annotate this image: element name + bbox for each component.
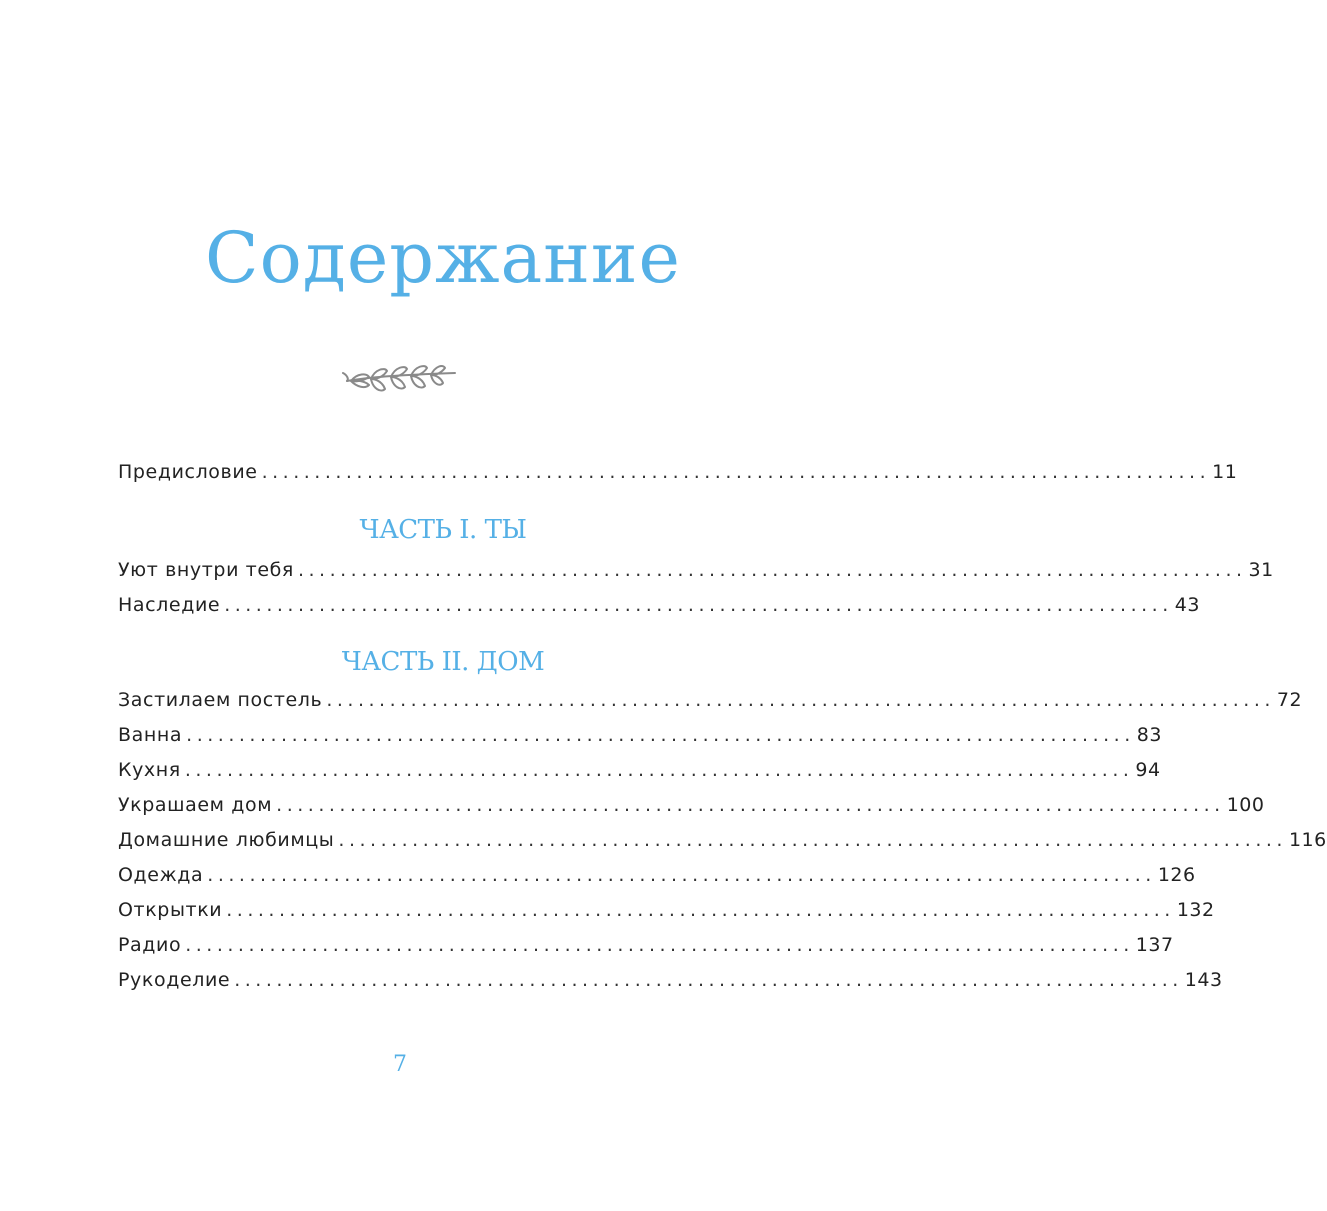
part-heading-2: ЧАСТЬ II. ДОМ <box>341 647 545 677</box>
toc-entry-label: Одежда <box>118 864 204 886</box>
toc-entry[interactable] <box>118 860 1196 890</box>
toc-entry-page: 72 <box>1276 689 1303 711</box>
toc-leader-dots: .......................................................................................... <box>186 724 1135 746</box>
toc-entry[interactable] <box>118 825 1327 855</box>
toc-leader-dots: .......................................................................................... <box>338 829 1287 851</box>
toc-entry[interactable] <box>118 755 1161 785</box>
toc-leader-dots: .......................................................................................... <box>207 864 1156 886</box>
toc-entry-label: Радио <box>118 934 182 956</box>
toc-entry-page: 132 <box>1176 899 1215 921</box>
toc-leader-dots: .......................................................................................... <box>226 899 1175 921</box>
toc-entry-page: 83 <box>1136 724 1162 746</box>
toc-leader-dots: .......................................................................................... <box>184 759 1134 781</box>
toc-entry[interactable] <box>118 590 1200 620</box>
toc-entry-page: 31 <box>1248 559 1274 581</box>
toc-entry-label: Застилаем постель <box>118 689 323 711</box>
toc-entry-preface[interactable] <box>118 457 1238 487</box>
toc-entry-page: 11 <box>1212 461 1238 483</box>
toc-leader-dots: .......................................................................................... <box>297 559 1247 581</box>
toc-entry[interactable] <box>118 790 1265 820</box>
toc-entry[interactable] <box>118 965 1223 995</box>
toc-leader-dots: .......................................................................................... <box>185 934 1134 956</box>
toc-entry-label: Уют внутри тебя <box>118 559 294 581</box>
toc-entry-label: Открытки <box>118 899 223 921</box>
toc-entry-page: 43 <box>1174 594 1200 616</box>
toc-entry-page: 94 <box>1135 759 1161 781</box>
toc-leader-dots: .......................................................................................... <box>276 794 1225 816</box>
toc-entry[interactable] <box>118 720 1162 750</box>
toc-entry-page: 143 <box>1184 969 1223 991</box>
page-number: 7 <box>393 1052 407 1077</box>
toc-entry-label: Рукоделие <box>118 969 231 991</box>
toc-entry[interactable] <box>118 895 1215 925</box>
part-heading-1: ЧАСТЬ I. ТЫ <box>359 515 527 545</box>
toc-entry-page: 126 <box>1157 864 1196 886</box>
toc-entry-label: Ванна <box>118 724 183 746</box>
toc-entry[interactable] <box>118 555 1274 585</box>
toc-leader-dots: .......................................................................................... <box>261 461 1211 483</box>
toc-entry-label: Домашние любимцы <box>118 829 335 851</box>
toc-leader-dots: .......................................................................................... <box>326 689 1275 711</box>
toc-leader-dots: .......................................................................................... <box>224 594 1173 616</box>
toc-entry-label: Предисловие <box>118 461 258 483</box>
toc-entry[interactable] <box>118 685 1303 715</box>
toc-entry-label: Украшаем дом <box>118 794 273 816</box>
toc-entry-label: Наследие <box>118 594 221 616</box>
page-title: Содержание <box>205 217 681 299</box>
toc-entry-page: 137 <box>1135 934 1174 956</box>
toc-entry-page: 100 <box>1226 794 1265 816</box>
toc-leader-dots: .......................................................................................... <box>234 969 1183 991</box>
toc-entry[interactable] <box>118 930 1174 960</box>
toc-entry-label: Кухня <box>118 759 181 781</box>
table-of-contents <box>118 0 1327 1211</box>
toc-entry-page: 116 <box>1288 829 1327 851</box>
